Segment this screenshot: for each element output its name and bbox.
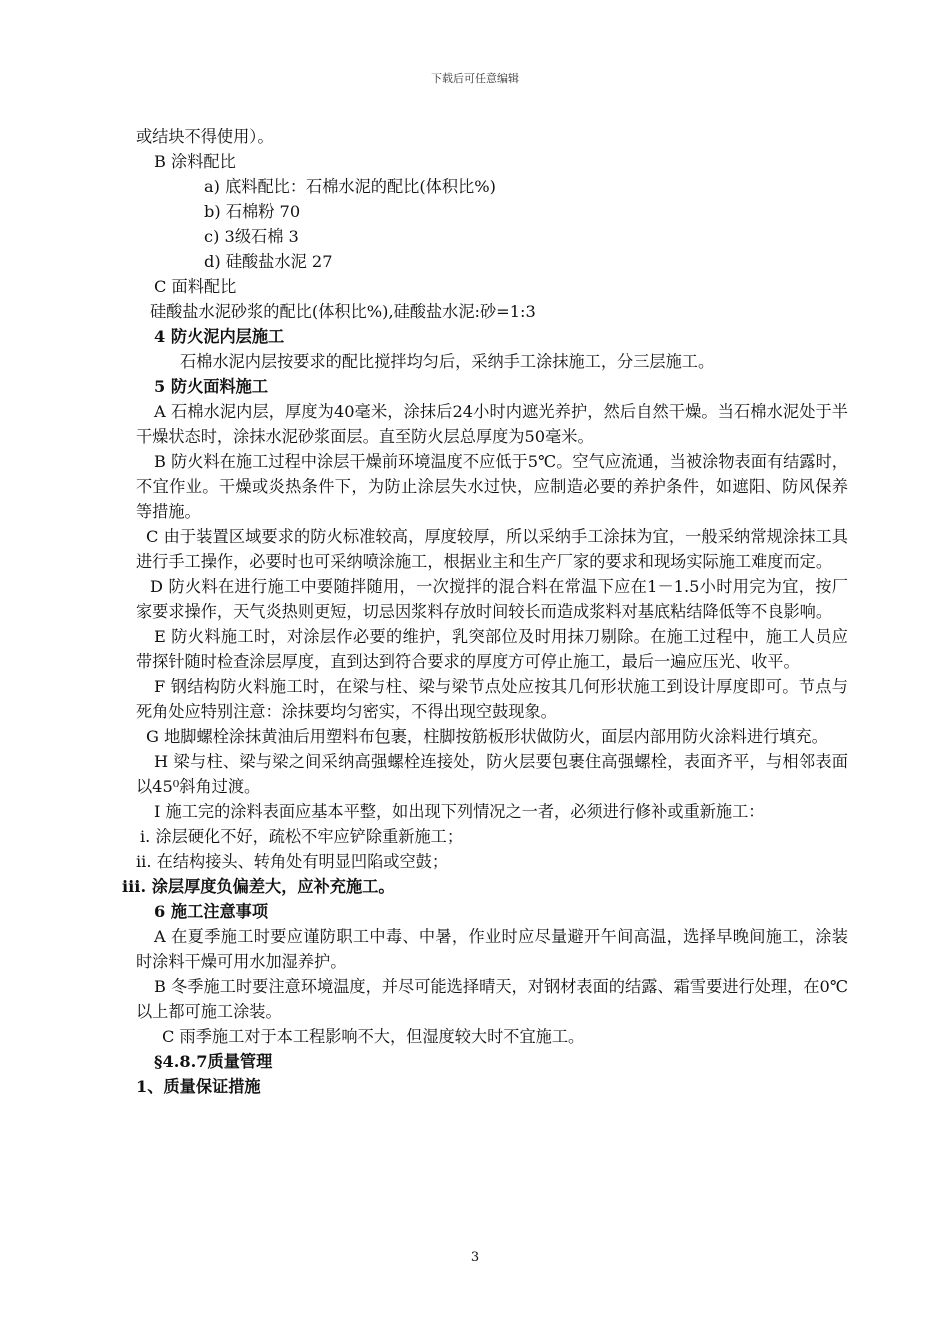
section-4-heading: 4 防火泥内层施工 xyxy=(154,327,285,346)
paragraph-a: A 石棉水泥内层，厚度为40毫米，涂抹后24小时内遮光养护，然后自然干燥。当石棉水泥处于半干燥状态时，涂抹水泥砂浆面层。直至防火层总厚度为50毫米。 xyxy=(136,402,848,446)
list-item: a) 底料配比：石棉水泥的配比(体积比%) xyxy=(204,177,496,196)
paragraph-6a: A 在夏季施工时要应谨防职工中毒、中暑，作业时应尽量避开午间高温，选择早晚间施工，涂装时涂料干燥可用水加湿养护。 xyxy=(136,927,848,971)
document-body xyxy=(122,124,848,1099)
roman-list-item: i. 涂层硬化不好，疏松不牢应铲除重新施工； xyxy=(140,827,464,846)
list-item: d) 硅酸盐水泥 27 xyxy=(204,252,333,271)
paragraph-i: I 施工完的涂料表面应基本平整，如出现下列情况之一者，必须进行修补或重新施工： xyxy=(154,802,765,821)
paragraph-6b: B 冬季施工时要注意环境温度，并尽可能选择晴天，对钢材表面的结露、霜雪要进行处理，在0℃以上都可施工涂装。 xyxy=(136,977,848,1021)
paragraph-f: F 钢结构防火料施工时，在梁与柱、梁与梁节点处应按其几何形状施工到设计厚度即可。节点与死角处应特别注意：涂抹要均匀密实，不得出现空鼓现象。 xyxy=(136,677,848,721)
subsection-heading: 1、质量保证措施 xyxy=(136,1077,261,1096)
paragraph-g: G 地脚螺栓涂抹黄油后用塑料布包裹，柱脚按筋板形状做防火，面层内部用防火涂料进行填充。 xyxy=(146,727,828,746)
section-5-heading: 5 防火面料施工 xyxy=(154,377,269,396)
section-b-heading: B 涂料配比 xyxy=(154,152,236,171)
paragraph-d: D 防火料在进行施工中要随拌随用，一次搅拌的混合料在常温下应在1－1.5小时用完为宜，按厂家要求操作，天气炎热则更短，切忌因浆料存放时间较长而造成浆料对基底粘结降低等不良影响。 xyxy=(136,577,848,621)
roman-list-item: ii. 在结构接头、转角处有明显凹陷或空鼓； xyxy=(136,852,449,871)
page-header: 下载后可任意编辑 xyxy=(431,72,519,85)
section-c-heading: C 面料配比 xyxy=(154,277,237,296)
text-line: 硅酸盐水泥砂浆的配比(体积比%),硅酸盐水泥:砂=1:3 xyxy=(150,302,536,321)
paragraph-6c: C 雨季施工对于本工程影响不大，但湿度较大时不宜施工。 xyxy=(162,1027,585,1046)
section-487-heading: §4.8.7质量管理 xyxy=(154,1052,273,1071)
paragraph-e: E 防火料施工时，对涂层作必要的维护，乳突部位及时用抹刀剔除。在施工过程中，施工人员应带探针随时检查涂层厚度，直到达到符合要求的厚度方可停止施工，最后一遍应压光、收平。 xyxy=(136,627,848,671)
roman-list-item: iii. 涂层厚度负偏差大，应补充施工。 xyxy=(122,877,395,896)
list-item: c) 3级石棉 3 xyxy=(204,227,299,246)
paragraph-b: B 防火料在施工过程中涂层干燥前环境温度不应低于5℃。空气应流通，当被涂物表面有结露时，不宜作业。干燥或炎热条件下，为防止涂层失水过快，应制造必要的养护条件，如遮阳、防风保养等措施。 xyxy=(136,452,848,521)
section-6-heading: 6 施工注意事项 xyxy=(154,902,269,921)
text-line: 或结块不得使用）。 xyxy=(136,127,274,146)
paragraph-h: H 梁与柱、梁与梁之间采纳高强螺栓连接处，防火层要包裹住高强螺栓，表面齐平，与相邻表面以45⁰斜角过渡。 xyxy=(136,752,848,796)
paragraph: 石棉水泥内层按要求的配比搅拌均匀后，采纳手工涂抹施工，分三层施工。 xyxy=(180,352,715,371)
page-number: 3 xyxy=(470,1250,480,1265)
paragraph-c: C 由于装置区域要求的防火标准较高，厚度较厚，所以采纳手工涂抹为宜，一般采纳常规涂抹工具进行手工操作，必要时也可采纳喷涂施工，根据业主和生产厂家的要求和现场实际施工难度而定。 xyxy=(136,527,848,571)
list-item: b) 石棉粉 70 xyxy=(204,202,301,221)
